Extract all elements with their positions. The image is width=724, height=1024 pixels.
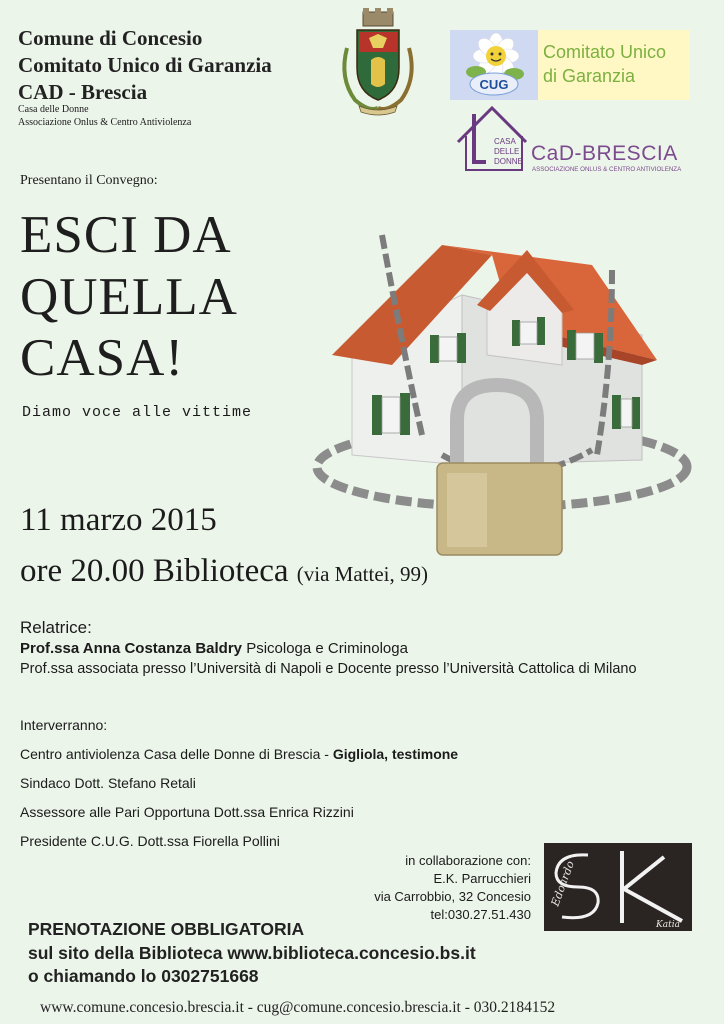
speaker-position: Prof.ssa associata presso l’Università di Napoli e Docente presso l’Università Cattolica di Milano xyxy=(20,661,637,677)
event-time-place xyxy=(20,553,428,590)
cad-delle-text: DELLE xyxy=(494,147,520,156)
municipal-crest-icon xyxy=(333,8,423,118)
speaker-label: Relatrice: xyxy=(20,618,92,637)
booking-website: sul sito della Biblioteca www.biblioteca.concesio.bs.it xyxy=(28,943,476,963)
title-line-2: QUELLA xyxy=(20,268,238,326)
intro-text: Presentano il Convegno: xyxy=(20,173,158,188)
participant-item: Presidente C.U.G. Dott.ssa Fiorella Pollini xyxy=(20,833,280,849)
booking-phone: o chiamando lo 0302751668 xyxy=(28,966,259,986)
organizer-cad: CAD - Brescia xyxy=(18,80,148,104)
participant-org: Centro antiviolenza Casa delle Donne di Brescia - xyxy=(20,746,333,762)
cug-logo-text-1: Comitato Unico xyxy=(543,42,667,62)
title-line-1: ESCI DA xyxy=(20,206,232,264)
collaboration-phone: tel:030.27.51.430 xyxy=(430,907,531,922)
ek-parrucchieri-logo xyxy=(544,843,692,931)
participants-label: Interverranno: xyxy=(20,717,108,733)
cad-brescia-wordmark: CaD-BRESCIA xyxy=(531,142,678,165)
participant-item: Assessore alle Pari Opportuna Dott.ssa Enrica Rizzini xyxy=(20,804,354,820)
subtitle: Diamo voce alle vittime xyxy=(22,404,253,421)
speaker-line xyxy=(20,640,408,657)
cad-brescia-subtitle: ASSOCIAZIONE ONLUS & CENTRO ANTIVIOLENZA xyxy=(532,166,682,173)
cug-badge-text: CUG xyxy=(479,77,509,92)
collaboration-address: via Carrobbio, 32 Concesio xyxy=(374,889,531,904)
chained-house-padlock-image xyxy=(312,205,692,560)
cug-logo-text-2: di Garanzia xyxy=(543,66,636,86)
participant-testimone: Gigliola, testimone xyxy=(332,746,459,762)
participant-item: Sindaco Dott. Stefano Retali xyxy=(20,775,196,791)
organizer-cug: Comitato Unico di Garanzia xyxy=(18,53,272,77)
event-time-venue: ore 20.00 Biblioteca xyxy=(20,553,289,589)
title-line-3: CASA! xyxy=(20,329,185,387)
cad-casa-text: CASA xyxy=(494,137,516,146)
cug-logo xyxy=(450,30,690,100)
collaboration-name: E.K. Parrucchieri xyxy=(433,871,531,886)
booking-required: PRENOTAZIONE OBBLIGATORIA xyxy=(28,919,305,939)
footer-contacts: www.comune.concesio.brescia.it - cug@comune.concesio.brescia.it - 030.2184152 xyxy=(40,999,556,1016)
event-date: 11 marzo 2015 xyxy=(20,502,217,538)
organizer-association: Associazione Onlus & Centro Antiviolenza xyxy=(18,117,192,128)
ek-script-name-1: Edoardo xyxy=(548,859,577,909)
event-address: (via Mattei, 99) xyxy=(296,562,428,586)
speaker-name: Prof.ssa Anna Costanza Baldry xyxy=(20,640,243,657)
cad-donne-text: DONNE xyxy=(494,157,523,166)
collaboration-label: in collaborazione con: xyxy=(405,853,531,868)
speaker-title: Psicologa e Criminologa xyxy=(246,640,408,657)
ek-script-name-2: Katia xyxy=(656,920,680,930)
organizer-comune: Comune di Concesio xyxy=(18,26,203,50)
cad-brescia-logo xyxy=(452,104,692,178)
organizer-casa-donne: Casa delle Donne xyxy=(18,104,89,115)
smiling-flower-icon xyxy=(450,30,538,100)
participant-item xyxy=(20,746,458,762)
